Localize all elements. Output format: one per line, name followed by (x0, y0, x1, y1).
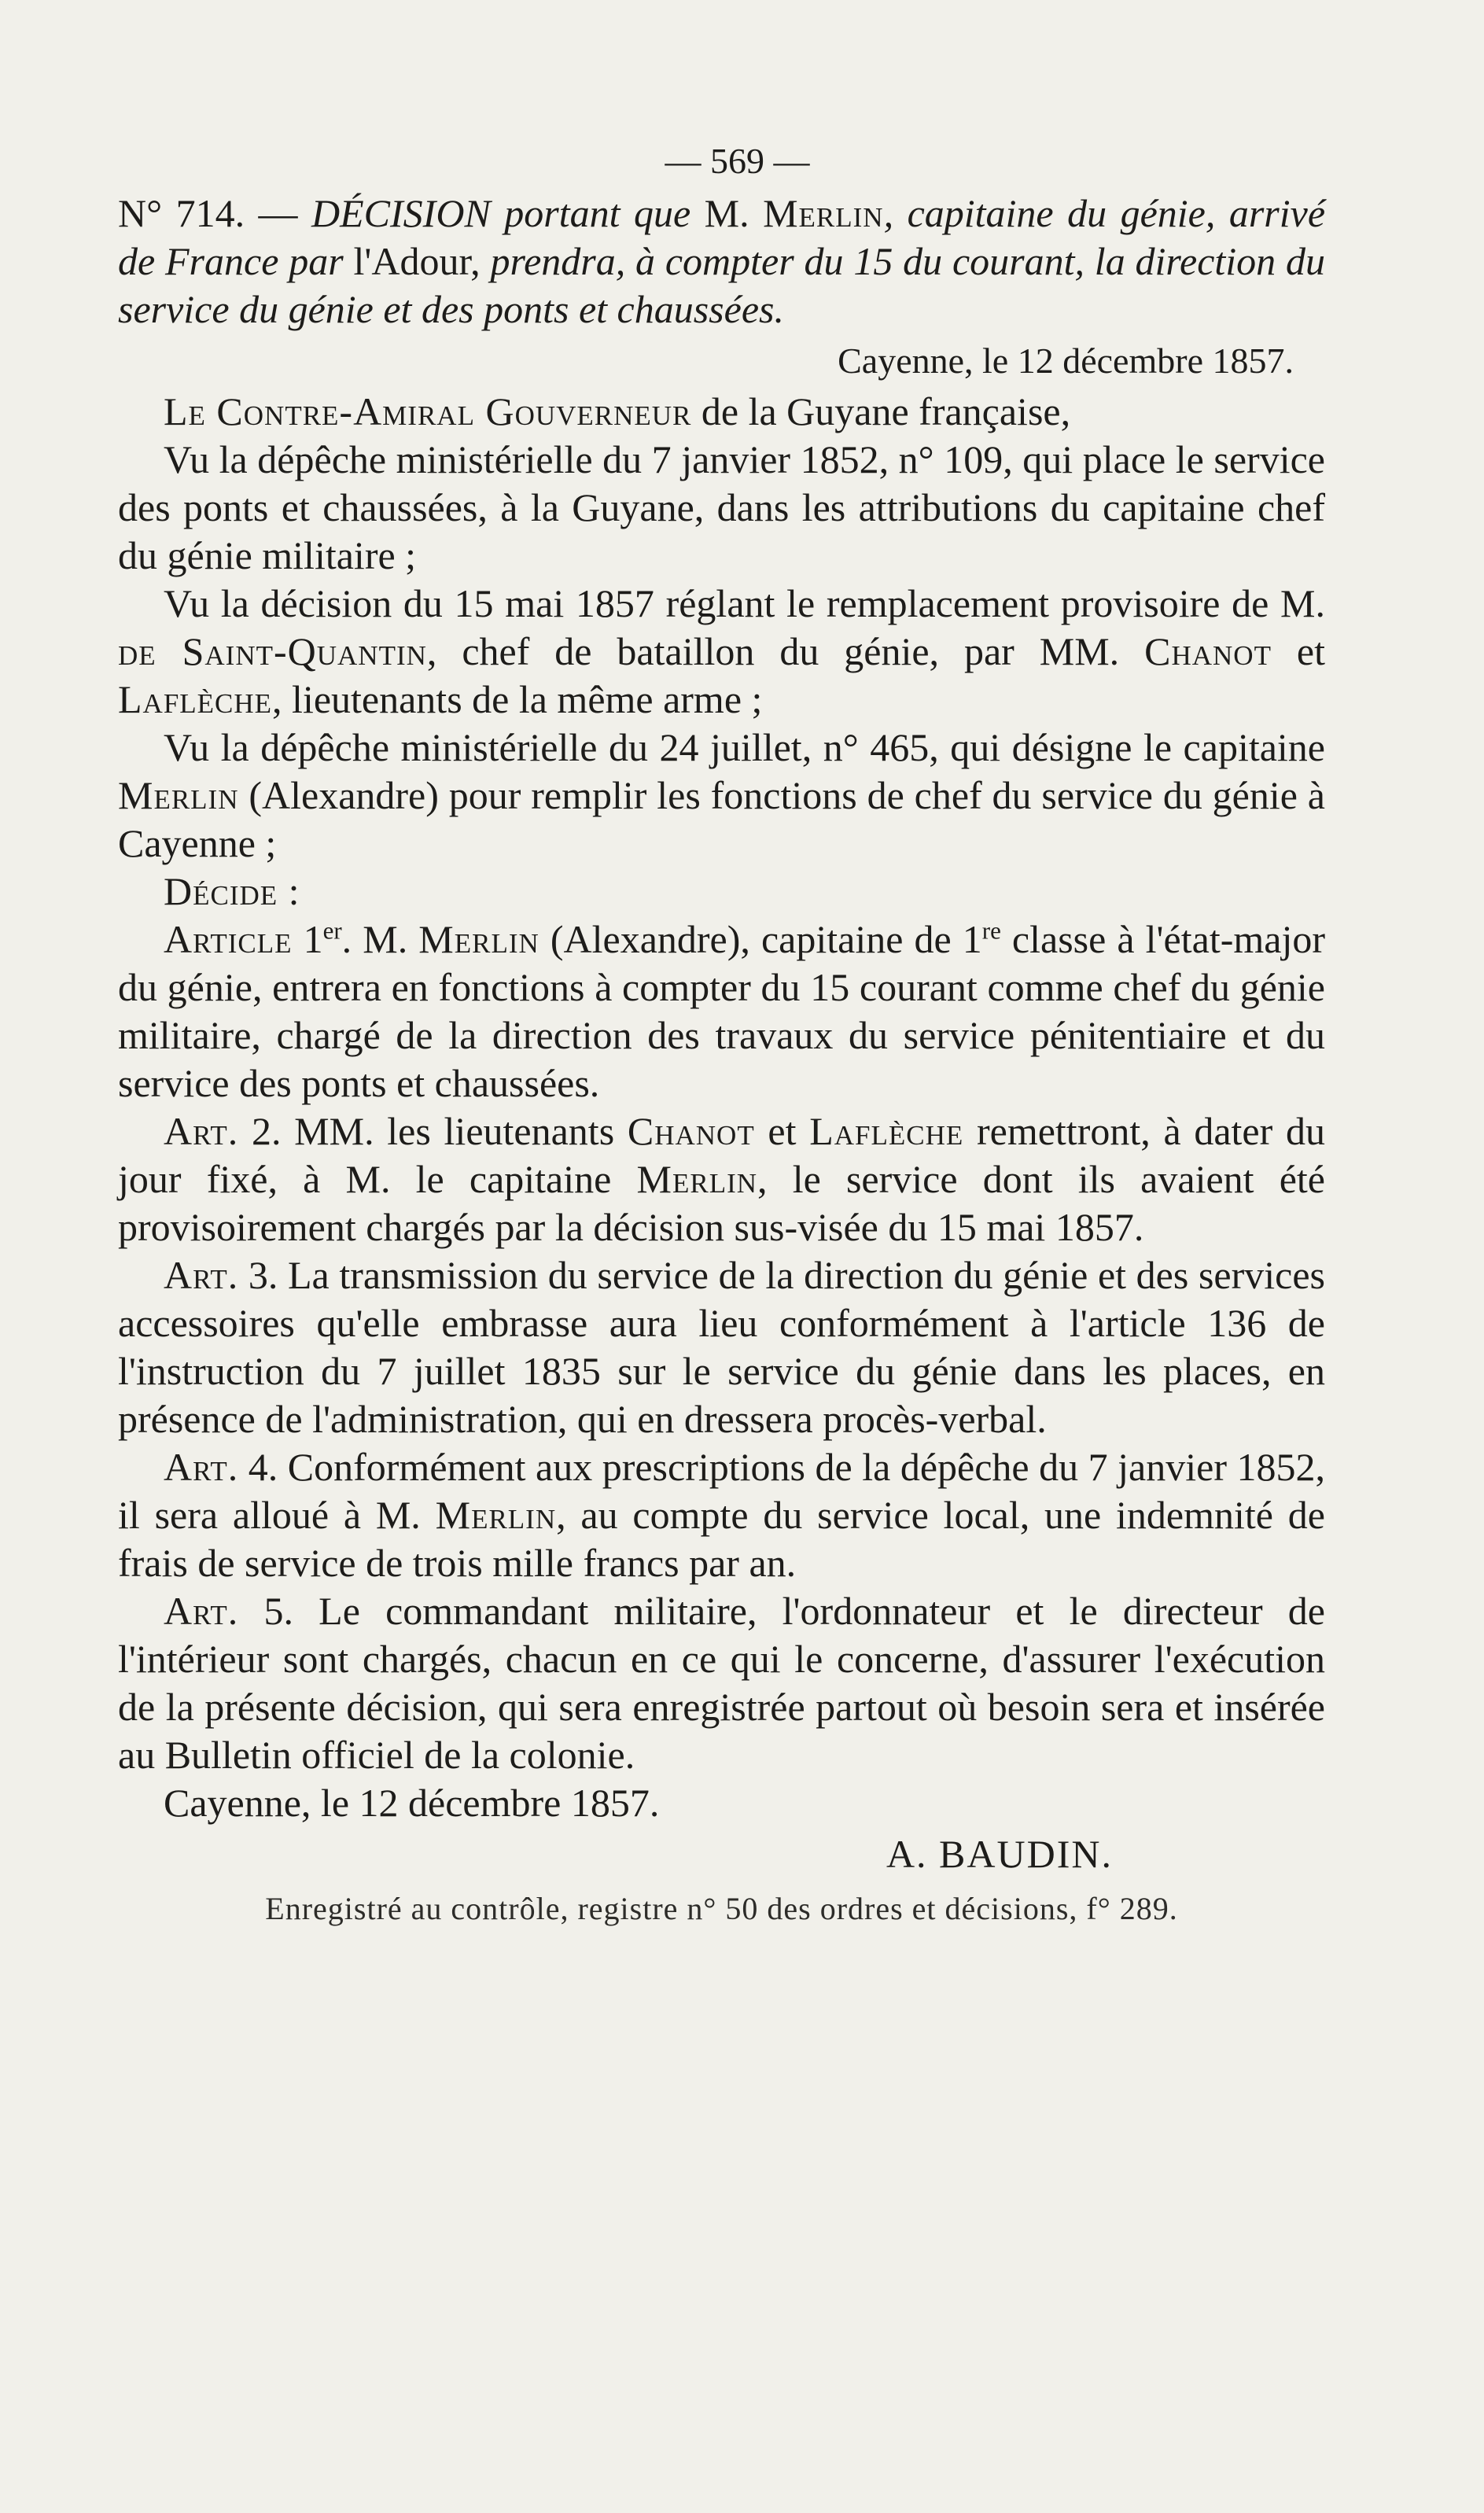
closing-line: Cayenne, le 12 décembre 1857. (164, 1781, 660, 1825)
decision-number: N° 714. (118, 191, 245, 235)
signature: A. BAUDIN. (886, 1832, 1113, 1876)
dateline: Cayenne, le 12 décembre 1857. (838, 341, 1294, 381)
vu-paragraph-1: Vu la dépêche ministérielle du 7 janvier 1852, n° 109, qui place le service des ponts et chaussées, à la Guyane, dans les attributions du capitaine chef du génie militaire ; (118, 437, 1325, 577)
person-name: Merlin (763, 191, 884, 235)
intro-paragraph: Le Contre-Amiral Gouverneur de la Guyane française, (164, 389, 1071, 433)
decide-label: Décide : (164, 869, 300, 913)
registration-note: Enregistré au contrôle, registre n° 50 des ordres et décisions, f° 289. (265, 1891, 1178, 1926)
article-2: Art. 2. MM. les lieutenants Chanot et Laflèche remettront, à dater du jour fixé, à M. le capitaine Merlin, le service dont ils avaient été provisoirement chargés par la décision sus-visée du 15 mai 1857. (118, 1109, 1325, 1249)
article-4: Art. 4. Conformément aux prescriptions de la dépêche du 7 janvier 1852, il sera alloué à M. Merlin, au compte du service local, une indemnité de frais de service de trois mille francs par an. (118, 1445, 1325, 1585)
document-page (118, 138, 1325, 1933)
decision-title: DÉCISION (311, 191, 491, 235)
article-5: Art. 5. Le commandant militaire, l'ordonnateur et le directeur de l'intérieur sont chargés, chacun en ce qui le concerne, d'assurer l'exécution de la présente décision, qui sera enregistrée partout où besoin sera et insérée au Bulletin officiel de la colonie. (118, 1589, 1325, 1777)
decision-heading: N° 714. — DÉCISION portant que M. Merlin, capitaine du génie, arrivé de France par l'Adour, prendra, à compter du 15 du courant, la direction du service du génie et des ponts et chaussées. (118, 191, 1326, 331)
vu-paragraph-3: Vu la dépêche ministérielle du 24 juillet, n° 465, qui désigne le capitaine Merlin (Alexandre) pour remplir les fonctions de chef du service du génie à Cayenne ; (118, 725, 1325, 865)
page-number: — 569 — (665, 141, 810, 181)
article-1: Article 1er. M. Merlin (Alexandre), capitaine de 1re classe à l'état-major du génie, entrera en fonctions à compter du 15 courant comme chef du génie militaire, chargé de la direction des travaux du service pénitentiaire et du service des ponts et chaussées. (118, 916, 1325, 1105)
article-3: Art. 3. La transmission du service de la direction du génie et des services accessoires qu'elle embrasse aura lieu conformément à l'article 136 de l'instruction du 7 juillet 1835 sur le service du génie dans les places, en présence de l'administration, qui en dressera procès-verbal. (118, 1253, 1325, 1441)
vu-paragraph-2: Vu la décision du 15 mai 1857 réglant le remplacement provisoire de M. de Saint-Quantin, chef de bataillon du génie, par MM. Chanot et Laflèche, lieutenants de la même arme ; (118, 581, 1325, 721)
